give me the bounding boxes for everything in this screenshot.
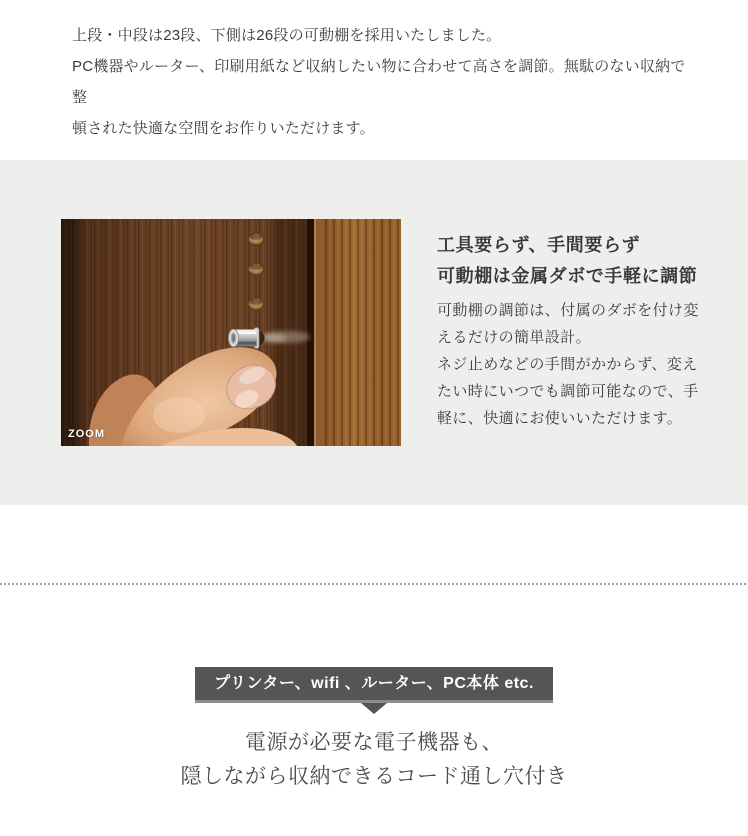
feature-heading-line: 可動棚は金属ダボで手軽に調節 bbox=[437, 266, 698, 286]
cord-caption-line: 電源が必要な電子機器も、 bbox=[245, 731, 503, 754]
intro-line: 頓された快適な空間をお作りいただけます。 bbox=[72, 120, 375, 137]
intro-line: PC機器やルーター、印刷用紙など収納したい物に合わせて高さを調節。無駄のない収納で整 bbox=[72, 58, 686, 106]
tag-pointer-triangle bbox=[361, 703, 387, 714]
device-tag-label: プリンター、wifi 、ルーター、PC本体 etc. bbox=[214, 675, 534, 692]
intro-section bbox=[72, 20, 692, 144]
intro-line: 上段・中段は23段、下側は26段の可動棚を採用いたしました。 bbox=[72, 27, 502, 44]
feature-section bbox=[0, 160, 748, 505]
feature-heading bbox=[437, 230, 717, 292]
cord-caption-line: 隠しながら収納できるコード通し穴付き bbox=[180, 765, 568, 788]
feature-body-line: 可動棚の調節は、付属のダボを付け変 bbox=[437, 302, 699, 319]
feature-body-line: ネジ止めなどの手間がかからず、変え bbox=[437, 356, 698, 373]
feature-body-line: 軽に、快適にお使いいただけます。 bbox=[437, 410, 683, 427]
dotted-separator bbox=[0, 583, 748, 585]
dowel-photo[interactable] bbox=[61, 219, 401, 446]
cord-caption bbox=[0, 726, 748, 794]
feature-body bbox=[437, 297, 717, 432]
zoom-label: ZOOM bbox=[68, 428, 105, 440]
feature-body-line: たい時にいつでも調節可能なので、手 bbox=[437, 383, 699, 400]
feature-body-line: えるだけの簡単設計。 bbox=[437, 329, 592, 346]
dowel-photo-illustration bbox=[61, 219, 401, 446]
device-tag bbox=[195, 667, 553, 703]
feature-heading-line: 工具要らず、手間要らず bbox=[437, 235, 641, 255]
